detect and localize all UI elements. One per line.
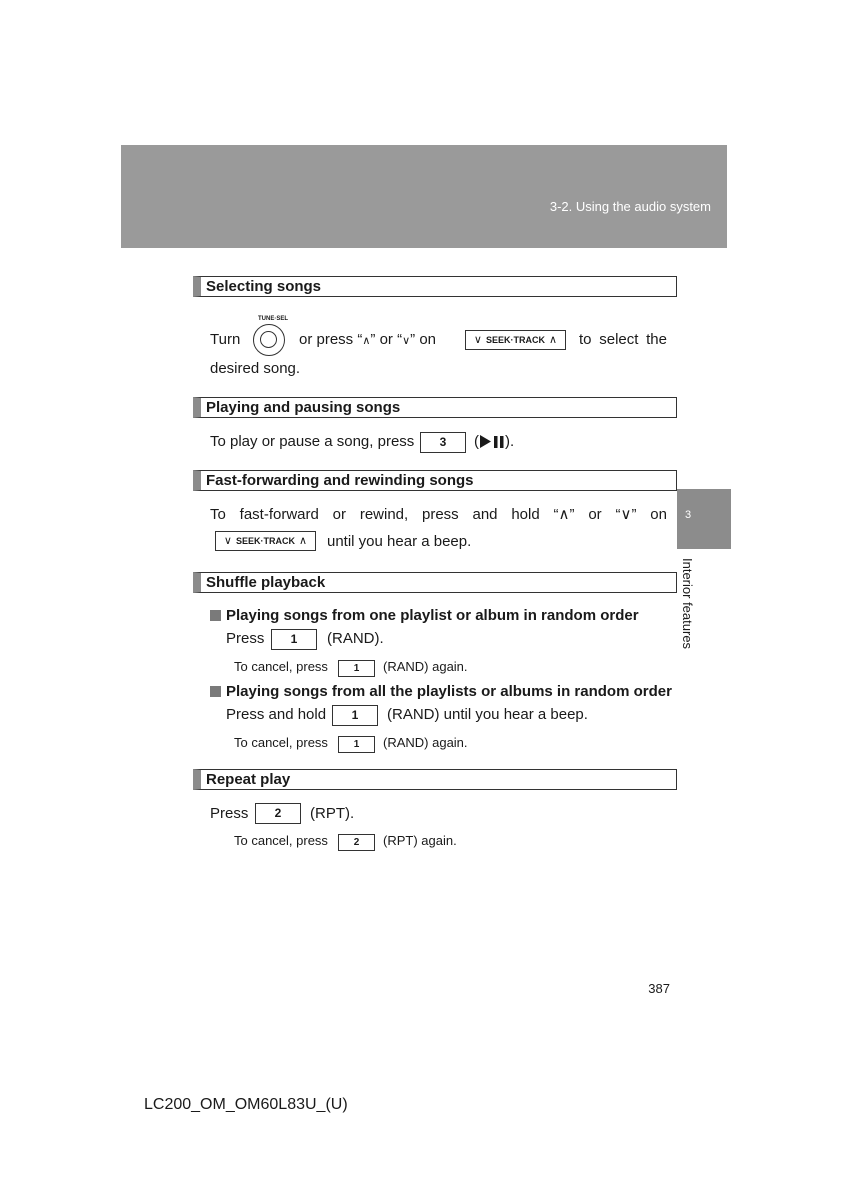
repeat-cancel-post: (RPT) again. xyxy=(383,833,457,848)
seek-track-button-icon: ∨ SEEK·TRACK ∧ xyxy=(215,531,316,551)
shuffle-sub1-press: Press xyxy=(226,630,265,647)
square-bullet-icon xyxy=(210,610,221,621)
shuffle-sub2-after: (RAND) until you hear a beep. xyxy=(387,706,588,723)
play-pause-icon xyxy=(479,435,505,448)
section-title: Shuffle playback xyxy=(206,574,326,591)
ff-instruction: To fast-forward or rewind, press and hold “∧” or “∨” on xyxy=(210,506,667,523)
seek-track-button-icon: ∨ SEEK·TRACK ∧ xyxy=(465,330,566,350)
shuffle-sub1-after: (RAND). xyxy=(327,630,384,647)
section-title: Fast-forwarding and rewinding songs xyxy=(206,472,474,489)
shuffle-sub1-cancel-post: (RAND) again. xyxy=(383,659,468,674)
section-title: Selecting songs xyxy=(206,278,322,295)
button-3-icon: 3 xyxy=(420,432,466,453)
square-bullet-icon xyxy=(210,686,221,697)
shuffle-sub1-cancel: To cancel, press xyxy=(234,659,328,674)
repeat-press: Press xyxy=(210,805,249,822)
page-number: 387 xyxy=(648,981,670,996)
chapter-number: 3 xyxy=(685,509,692,521)
footer-code: LC200_OM_OM60L83U_(U) xyxy=(144,1096,348,1113)
until-beep-text: until you hear a beep. xyxy=(327,533,472,550)
section-heading-selecting xyxy=(193,276,677,297)
section-heading-repeat xyxy=(193,769,677,790)
section-heading-ff xyxy=(193,470,677,491)
button-1-icon: 1 xyxy=(338,736,375,753)
section-title: Repeat play xyxy=(206,771,291,788)
button-2-icon: 2 xyxy=(255,803,301,824)
play-pause-text: To play or pause a song, press xyxy=(210,433,415,450)
play-pause-symbol: ( ). xyxy=(474,433,515,450)
shuffle-sub2-cancel: To cancel, press xyxy=(234,735,328,750)
desired-song-text: desired song. xyxy=(210,360,301,377)
chapter-tab xyxy=(677,489,731,549)
button-1-icon: 1 xyxy=(332,705,378,726)
shuffle-sub1-heading: Playing songs from one playlist or album in random order xyxy=(210,607,639,625)
turn-text: Turn xyxy=(210,331,241,348)
select-text: to select the xyxy=(579,331,667,348)
shuffle-sub2-press: Press and hold xyxy=(226,706,327,723)
section-title: Playing and pausing songs xyxy=(206,399,401,416)
header-band xyxy=(121,145,727,248)
chapter-label: Interior features xyxy=(680,558,695,650)
repeat-after: (RPT). xyxy=(310,805,355,822)
button-1-icon: 1 xyxy=(338,660,375,677)
section-heading-shuffle xyxy=(193,572,677,593)
tune-sel-knob-icon xyxy=(253,324,285,356)
repeat-cancel: To cancel, press xyxy=(234,833,328,848)
press-up-down-text: or press “∧” or “∨” on xyxy=(299,331,437,348)
shuffle-sub2-cancel-post: (RAND) again. xyxy=(383,735,468,750)
button-1-icon: 1 xyxy=(271,629,317,650)
button-2-icon: 2 xyxy=(338,834,375,851)
header-title: 3-2. Using the audio system xyxy=(549,199,711,214)
shuffle-sub2-heading: Playing songs from all the playlists or albums in random order xyxy=(210,683,672,701)
section-heading-playing xyxy=(193,397,677,418)
tune-sel-label: TUNE·SEL xyxy=(258,316,288,322)
